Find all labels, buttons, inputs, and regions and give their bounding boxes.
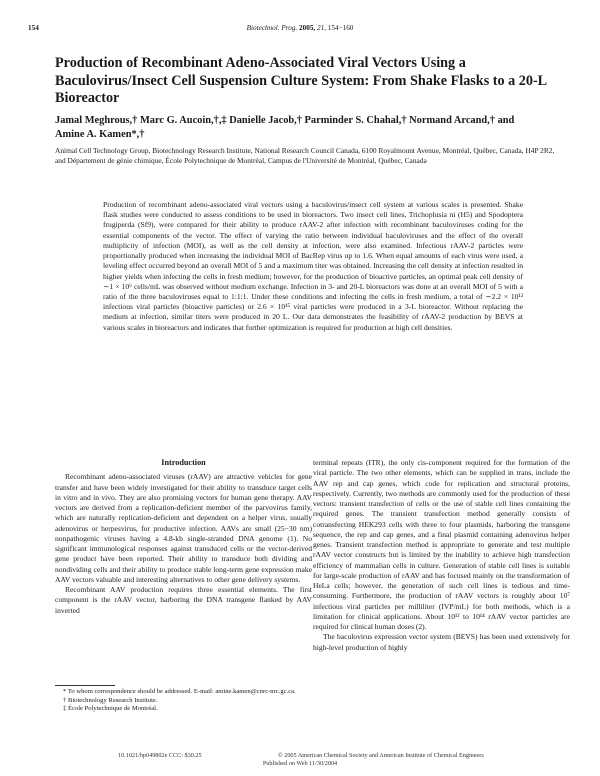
journal-citation — [28, 24, 572, 32]
journal-name: Biotechnol. Prog. — [246, 24, 298, 32]
journal-volume: 21, — [317, 24, 326, 32]
paragraph: terminal repeats (ITR), the only cis-component required for the formation of the viral particle. The two other elements, which can be supplied in trans, include the AAV rep and cap genes, which code for replication and structural proteins, respectively. Currently, two methods are commonly used for the production of these vectors: transient transfection of cells or the use of stable cell lines containing the required genes. The transient transfection method generally consists of cotransfecting HEK293 cells with three to four plasmids, harboring the transgene sequence, the rep and cap genes, and a final plasmid containing adenovirus helper genes. Transient transfection method is appropriate to generate and test multiple rAAV vector constructs but is limited by the inability to achieve high transfection efficiency of mammalian cells in culture. Generation of stable cell lines is suitable for large-scale production of rAAV and has focused mainly on the transformation of HeLa cells; however, the generation of such cell lines is tedious and time-consuming. Furthermore, the production of rAAV vectors is roughly about 10⁷ infectious viral particles per milliliter (IVP/mL) for both methods, which is a limitation for clinical applications. About 10¹² to 10¹⁴ rAAV vector particles are required for clinical human doses (2). — [313, 458, 570, 631]
footnote-divider — [55, 685, 115, 686]
author-list: Jamal Meghrous,† Marc G. Aucoin,†,‡ Danielle Jacob,† Parminder S. Chahal,† Normand Arcand,† and Amine A. Kamen*,† — [55, 115, 515, 140]
footnote-affiliation-1: † Biotechnology Research Institute. — [63, 696, 158, 704]
paragraph: Recombinant adeno-associated viruses (rAAV) are attractive vehicles for gene transfer and have been widely investigated for their ability to transduce target cells in vitro and in vivo. They are also promising vectors for human gene therapy. AAV vectors are derived from a replication-deficient member of the parvovirus family, which are naturally replication-deficient and dependent on a helper virus, usually adenovirus or herpesvirus, for productive infection. AAVs are small (25−30 nm) nonpathogenic viruses having a 4.8-kb single-stranded DNA genome (1). No significant immunological responses against transduced cells or the vector-derived gene product have been reported. Their ability to transduce both dividing and nondividing cells and their ability to produce stable long-term gene expression make AAV vectors valuable and interesting alternatives to other gene delivery systems. — [55, 472, 312, 584]
journal-year: 2005, — [299, 24, 316, 32]
running-header — [28, 24, 572, 38]
doi-line: 10.1021/bp049802e CCC: $30.25 — [118, 752, 202, 759]
section-heading-introduction: Introduction — [161, 458, 206, 467]
copyright-line: © 2005 American Chemical Society and American Institute of Chemical Engineers — [278, 752, 484, 759]
publication-date: Published on Web 11/30/2004 — [262, 760, 338, 767]
footnote-correspondence: * To whom correspondence should be addressed. E-mail: amine.kamen@cnrc-nrc.gc.ca. — [63, 688, 296, 695]
affiliation: Animal Cell Technology Group, Biotechnology Research Institute, National Research Council Canada, 6100 Royalmount Avenue, Montréal, Québec, Canada, H4P 2R2, and Département de génie chimique, École Polytechnique de Montréal, Campus de l'Université de Montréal, Québec, Canada — [55, 146, 555, 166]
abstract: Production of recombinant adeno-associated viral vectors using a baculovirus/insect cell system at various scales is presented. Shake flask studies were conducted to assess conditions to be used in bioreactors. Two insect cell lines, Trichoplusia ni (H5) and Spodoptera frugiperda (Sf9), were compared for their ability to produce rAAV-2 after infection with recombinant baculoviruses coding for the essential components of the vector. The effect of varying the ratio between individual baculoviruses and the effect of the overall multiplicity of infection (MOI), as well as the cell density at infection, were also examined. Infectious rAAV-2 particles were proportionally produced when increasing the individual MOI of BacRep virus up to 1.6. When equal amounts of each virus were used, a leveling effect occurred beyond an overall MOI of 5 and a maximum titer was obtained. Increasing the cell density at infection resulted in higher yields when infecting the cells in fresh medium; however, for the production of bioactive particles, an optimal peak cell density of ∼1 × 10⁶ cells/mL was observed without medium exchange. Infection in 3- and 20-L bioreactors was done at an overall MOI of 5 with a ratio of the three baculoviruses equal to 1:1:1. Under these conditions and infecting the cells in fresh medium, a total of ∼2.2 × 10¹² infectious viral particles (bioactive particles) or 2.6 × 10¹⁵ viral particles were produced in a 3-L bioreactor. Without replacing the medium at infection, similar titers were produced in 20 L. Our data demonstrates the feasibility of rAAV-2 production by BEVS at various scales in bioreactors and indicates that further optimization is required for production at high cell densities. — [103, 200, 523, 332]
page-number: 154 — [28, 24, 39, 32]
footnote-affiliation-2: ‡ École Polytechnique de Montréal. — [63, 705, 158, 713]
footnotes — [55, 688, 312, 714]
paragraph: Recombinant AAV production requires three essential elements. The first component is the rAAV vector, harboring the DNA transgene flanked by AAV inverted — [55, 585, 312, 615]
body-column-left — [55, 458, 312, 616]
article-title: Production of Recombinant Adeno-Associated Viral Vectors Using a Baculovirus/Insect Cell Suspension Culture System: From Shake Flasks to a 20-L Bioreactor — [55, 55, 547, 106]
body-column-right — [313, 458, 570, 653]
paragraph: The baculovirus expression vector system (BEVS) has been used extensively for high-level production of highly — [313, 632, 570, 652]
journal-pages: 154−160 — [327, 24, 354, 32]
